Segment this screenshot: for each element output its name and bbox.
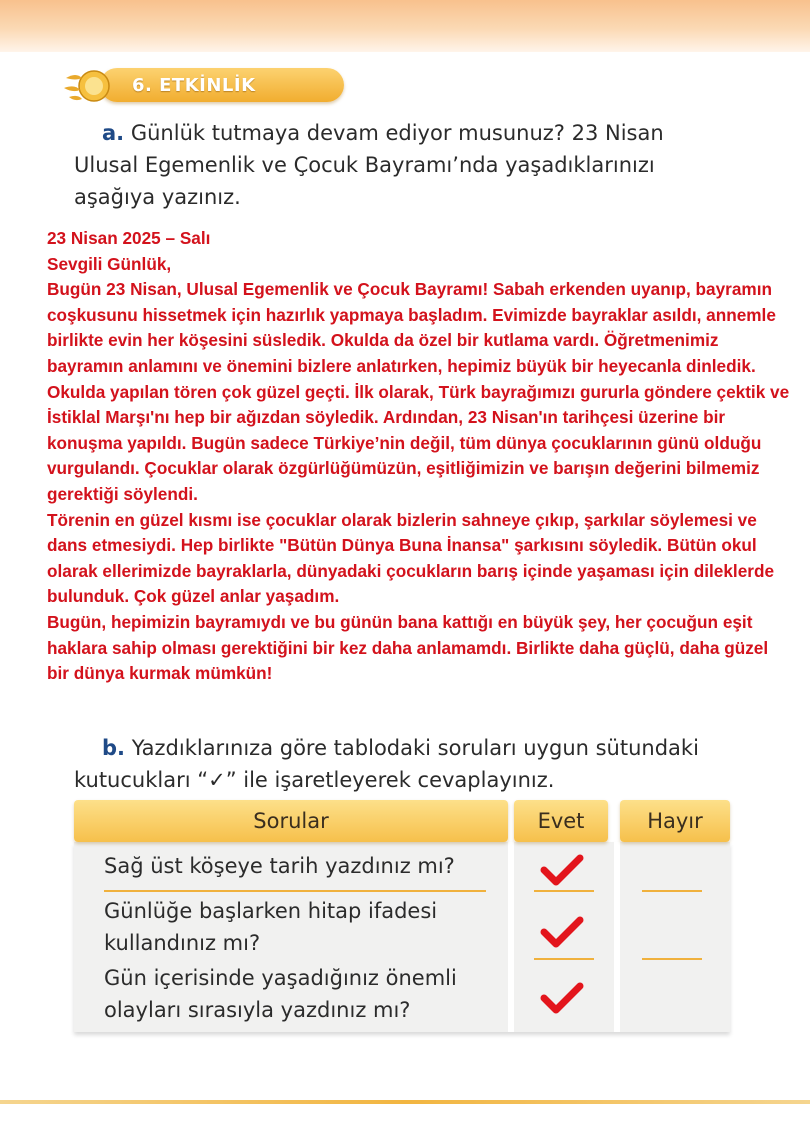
- instruction-b-line-2: kutucukları “✓” ile işaretleyerek cevaplayınız.: [74, 768, 555, 792]
- instruction-a-letter: a.: [102, 121, 125, 145]
- check-mark-icon: [540, 852, 584, 888]
- instruction-a: [74, 117, 718, 213]
- instruction-a-line-1: a. Günlük tutmaya devam ediyor musunuz? 23 Nisan: [102, 121, 664, 145]
- page-bottom-rule: [0, 1100, 810, 1104]
- activity-sun-icon: [60, 62, 122, 108]
- diary-greeting: Sevgili Günlük,: [47, 253, 172, 274]
- diary-answer: [47, 226, 792, 687]
- diary-date: 23 Nisan 2025 – Salı: [47, 228, 211, 248]
- instruction-b: [74, 732, 718, 796]
- check-mark-icon: [540, 980, 584, 1016]
- instruction-b-line-1: b. Yazdıklarınıza göre tablodaki soruları uygun sütundaki: [102, 736, 699, 760]
- column-divider: [508, 842, 514, 1032]
- yes-answer-line: [534, 958, 594, 960]
- activity-badge-label: 6. ETKİNLİK: [132, 75, 256, 96]
- instruction-b-letter: b.: [102, 736, 126, 760]
- table-row-question: Günlüğe başlarken hitap ifadesi kullandınız mı?: [104, 899, 438, 955]
- instruction-a-line-3: aşağıya yazınız.: [74, 185, 241, 209]
- page-top-band: [0, 0, 810, 52]
- check-mark-icon: [540, 914, 584, 950]
- table-row-question: Sağ üst köşeye tarih yazdınız mı?: [104, 854, 455, 878]
- activity-badge: [60, 62, 290, 108]
- header-questions: Sorular: [74, 800, 508, 842]
- no-answer-line: [642, 890, 702, 892]
- no-answer-line: [642, 958, 702, 960]
- header-no: Hayır: [620, 800, 730, 842]
- column-divider: [614, 842, 620, 1032]
- diary-paragraph-4: Bugün, hepimizin bayramıydı ve bu günün bana kattığı en büyük şey, her çocuğun eşit haklara sahip olması gerektiğini bir kez daha anlamamdı. Birlikte daha güçlü, daha güzel bir dünya kurmak mümkün!: [47, 611, 769, 684]
- table-row-question: Gün içerisinde yaşadığınız önemli olayları sırasıyla yazdınız mı?: [104, 966, 457, 1022]
- yes-answer-line: [534, 890, 594, 892]
- diary-paragraph-1: Bugün 23 Nisan, Ulusal Egemenlik ve Çocuk Bayramı! Sabah erkenden uyanıp, bayramın coşkusunu hissetmek için hazırlık yapmaya başladım. Evimizde bayraklar asıldı, annemle birlikte evin her köşesini süsledik. Okulda da özel bir kutlama vardı. Öğretmenimiz bayramın anlamını ve önemini bizlere anlatırken, hepimiz büyük bir heyecanla dinledik.: [47, 279, 776, 376]
- header-yes: Evet: [514, 800, 608, 842]
- row-underline: [104, 890, 486, 892]
- diary-paragraph-3: Törenin en güzel kısmı ise çocuklar olarak bizlerin sahneye çıkıp, şarkılar söylemesi ve dans etmesiydi. Hep birlikte "Bütün Dünya Buna İnansa" şarkısını söyledik. Bütün okul olarak ellerimizde bayraklarla, dünyadaki çocukların barış içinde yaşaması için dileklerde bulunduk. Çok güzel anlar yaşadım.: [47, 509, 775, 607]
- diary-paragraph-2: Okulda yapılan tören çok güzel geçti. İlk olarak, Türk bayrağımızı gururla göndere çektik ve İstiklal Marşı'nı hep bir ağızdan söyledik. Ardından, 23 Nisan'ın tarihçesi üzerine bir konuşma yapıldı. Bugün sadece Türkiye’nin değil, tüm dünya çocuklarının günü olduğu vurgulandı. Çocuklar olarak özgürlüğümüzün, eşitliğimizin ve barışın değerini bilmemiz gerektiği söylendi.: [47, 381, 790, 504]
- instruction-a-line-2: Ulusal Egemenlik ve Çocuk Bayramı’nda yaşadıklarınızı: [74, 153, 655, 177]
- checklist-table: [74, 800, 730, 1036]
